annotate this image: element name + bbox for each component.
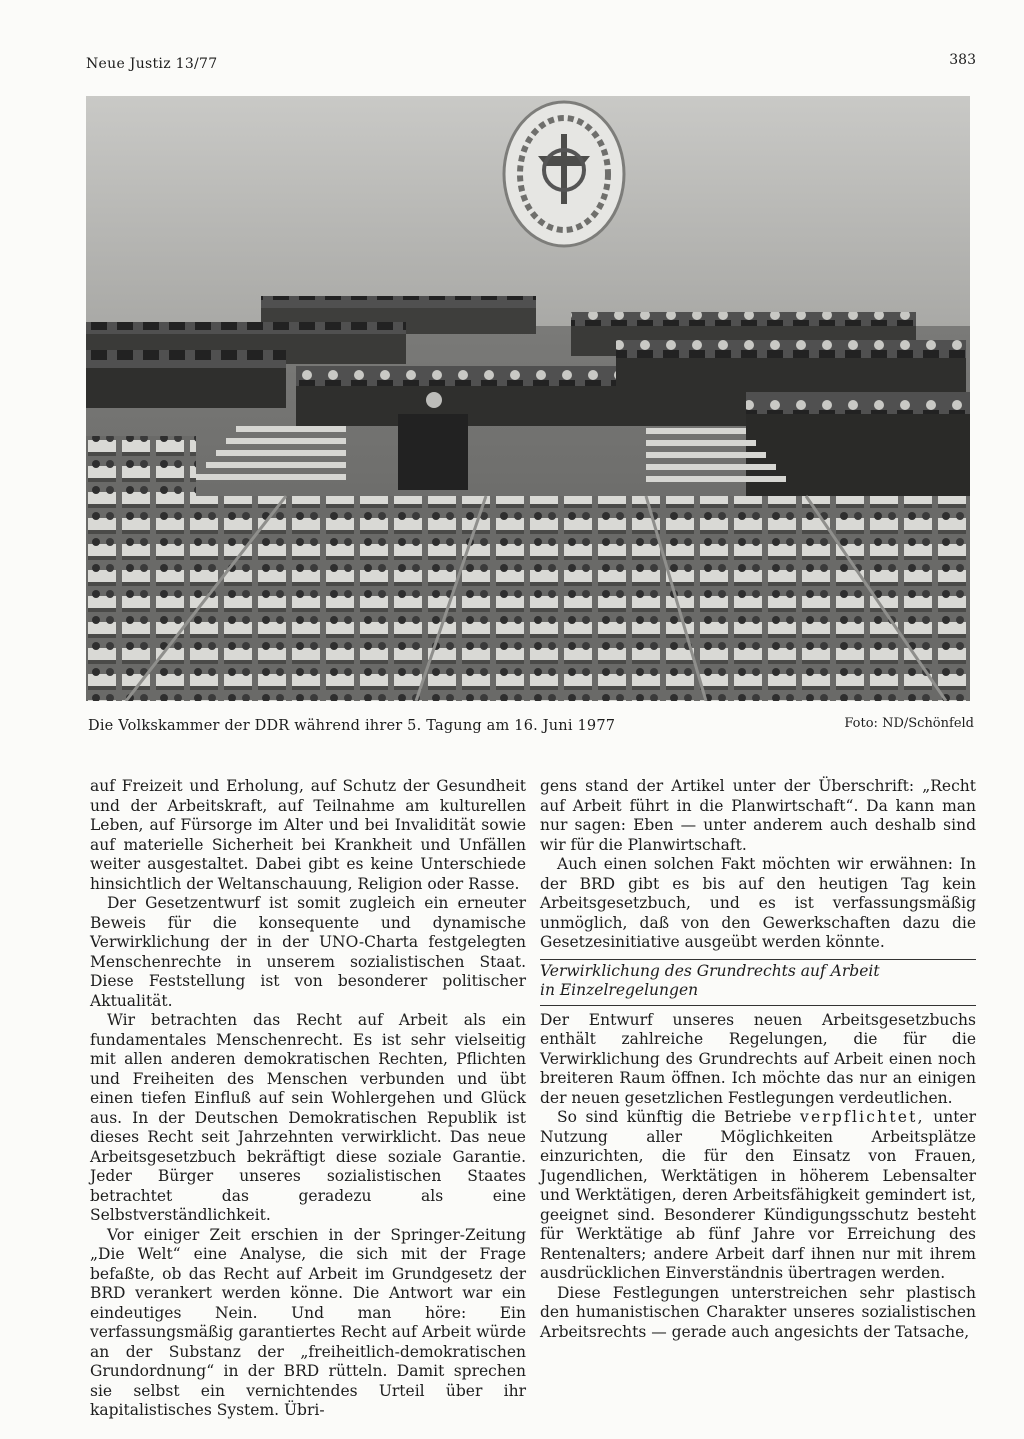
- section-heading-line: in Einzelregelungen: [540, 981, 699, 999]
- body-paragraph: Diese Festlegungen unterstreichen sehr plastisch den humanistischen Charakter unseres sozialistischen Arbeitsrechts — gerade auch angesichts der Tatsache,: [540, 1283, 976, 1341]
- emphasis-spaced: verpflichtet,: [799, 1108, 925, 1126]
- photo-illustration: [86, 96, 970, 701]
- photo-credit: Foto: ND/Schönfeld: [844, 716, 974, 731]
- body-paragraph: auf Freizeit und Erholung, auf Schutz der Gesundheit und der Arbeitskraft, auf Teilnahme am kulturellen Leben, auf Fürsorge im Alter und bei Invalidität sowie auf materielle Sicherheit bei Krankheit und Unfällen weiter ausgestaltet. Dabei gibt es keine Unterschiede hinsichtlich der Weltanschauung, Religion oder Rasse.: [90, 777, 526, 893]
- body-paragraph: gens stand der Artikel unter der Überschrift: „Recht auf Arbeit führt in die Planwirtschaft“. Da kann man nur sagen: Eben — unter anderem auch deshalb sind wir für die Planwirtschaft.: [540, 777, 976, 854]
- body-paragraph: Der Gesetzentwurf ist somit zugleich ein erneuter Beweis für die konsequente und dynamische Verwirklichung der in der UNO-Charta festgelegten Menschenrechte in unserem sozialistischen Staat. Diese Feststellung ist von besonderer politischer Aktualität.: [90, 894, 526, 1010]
- section-heading: [540, 962, 976, 1001]
- page-number: 383: [949, 52, 976, 68]
- photo-volkskammer-session: [86, 96, 970, 701]
- text-run: unter Nutzung aller Möglichkeiten Arbeitsplätze einzurichten, die für den Einsatz von Frauen, Jugendlichen, Werktätigen in höherem Lebensalter und Werktätigen, deren Arbeitsfähigkeit gemindert ist, geeignet sind. Besonderer Kündigungsschutz besteht für Werktätige ab fünf Jahre vor Erreichung des Rentenalters; andere Arbeit darf ihnen nur mit ihrem ausdrücklichen Einverständnis übertragen werden.: [540, 1108, 977, 1282]
- left-column: [90, 777, 526, 1421]
- body-paragraph: [540, 1108, 976, 1284]
- body-paragraph: Wir betrachten das Recht auf Arbeit als ein fundamentales Menschenrecht. Es ist sehr vielseitig mit allen anderen demokratischen Rechten, Pflichten und Freiheiten des Menschen verbunden und übt einen tiefen Einfluß auf sein Wohlergehen und Glück aus. In der Deutschen Demokratischen Republik ist dieses Recht seit Jahrzehnten verwirklicht. Das neue Arbeitsgesetzbuch bekräftigt diese soziale Garantie. Jeder Bürger unseres sozialistischen Staates betrachtet das geradezu als eine Selbstverständlichkeit.: [90, 1011, 526, 1224]
- section-rule-top: [540, 959, 976, 960]
- photo-caption: Die Volkskammer der DDR während ihrer 5. Tagung am 16. Juni 1977: [88, 718, 616, 734]
- running-head: [86, 52, 976, 80]
- body-paragraph: Vor einiger Zeit erschien in der Springer-Zeitung „Die Welt“ eine Analyse, die sich mit der Frage befaßte, ob das Recht auf Arbeit im Grundgesetz der BRD verankert werden könne. Die Antwort war ein eindeutiges Nein. Und man höre: Ein verfassungsmäßig garantiertes Recht auf Arbeit würde an der Substanz der „freiheitlich-demokratischen Grundordnung“ in der BRD rütteln. Damit sprechen sie selbst ein vernichtendes Urteil über ihr kapitalistisches System. Übri-: [90, 1225, 526, 1419]
- journal-title: Neue Justiz 13/77: [86, 56, 218, 72]
- text-run: So sind künftig die Betriebe: [557, 1108, 792, 1126]
- section-rule-bottom: [540, 1005, 976, 1006]
- right-column: [540, 777, 976, 1342]
- body-paragraph: Auch einen solchen Fakt möchten wir erwähnen: In der BRD gibt es bis auf den heutigen Tag kein Arbeitsgesetzbuch, und es ist verfassungsmäßig unmöglich, daß von den Gewerkschaften dazu die Gesetzesinitiative ausgeübt werden könnte.: [540, 855, 976, 951]
- section-heading-line: Verwirklichung des Grundrechts auf Arbeit: [540, 961, 880, 980]
- body-paragraph: Der Entwurf unseres neuen Arbeitsgesetzbuchs enthält zahlreiche Regelungen, die für die Verwirklichung des Grundrechts auf Arbeit einen noch breiteren Raum öffnen. Ich möchte das nur an einigen der neuen gesetzlichen Festlegungen verdeutlichen.: [540, 1010, 976, 1107]
